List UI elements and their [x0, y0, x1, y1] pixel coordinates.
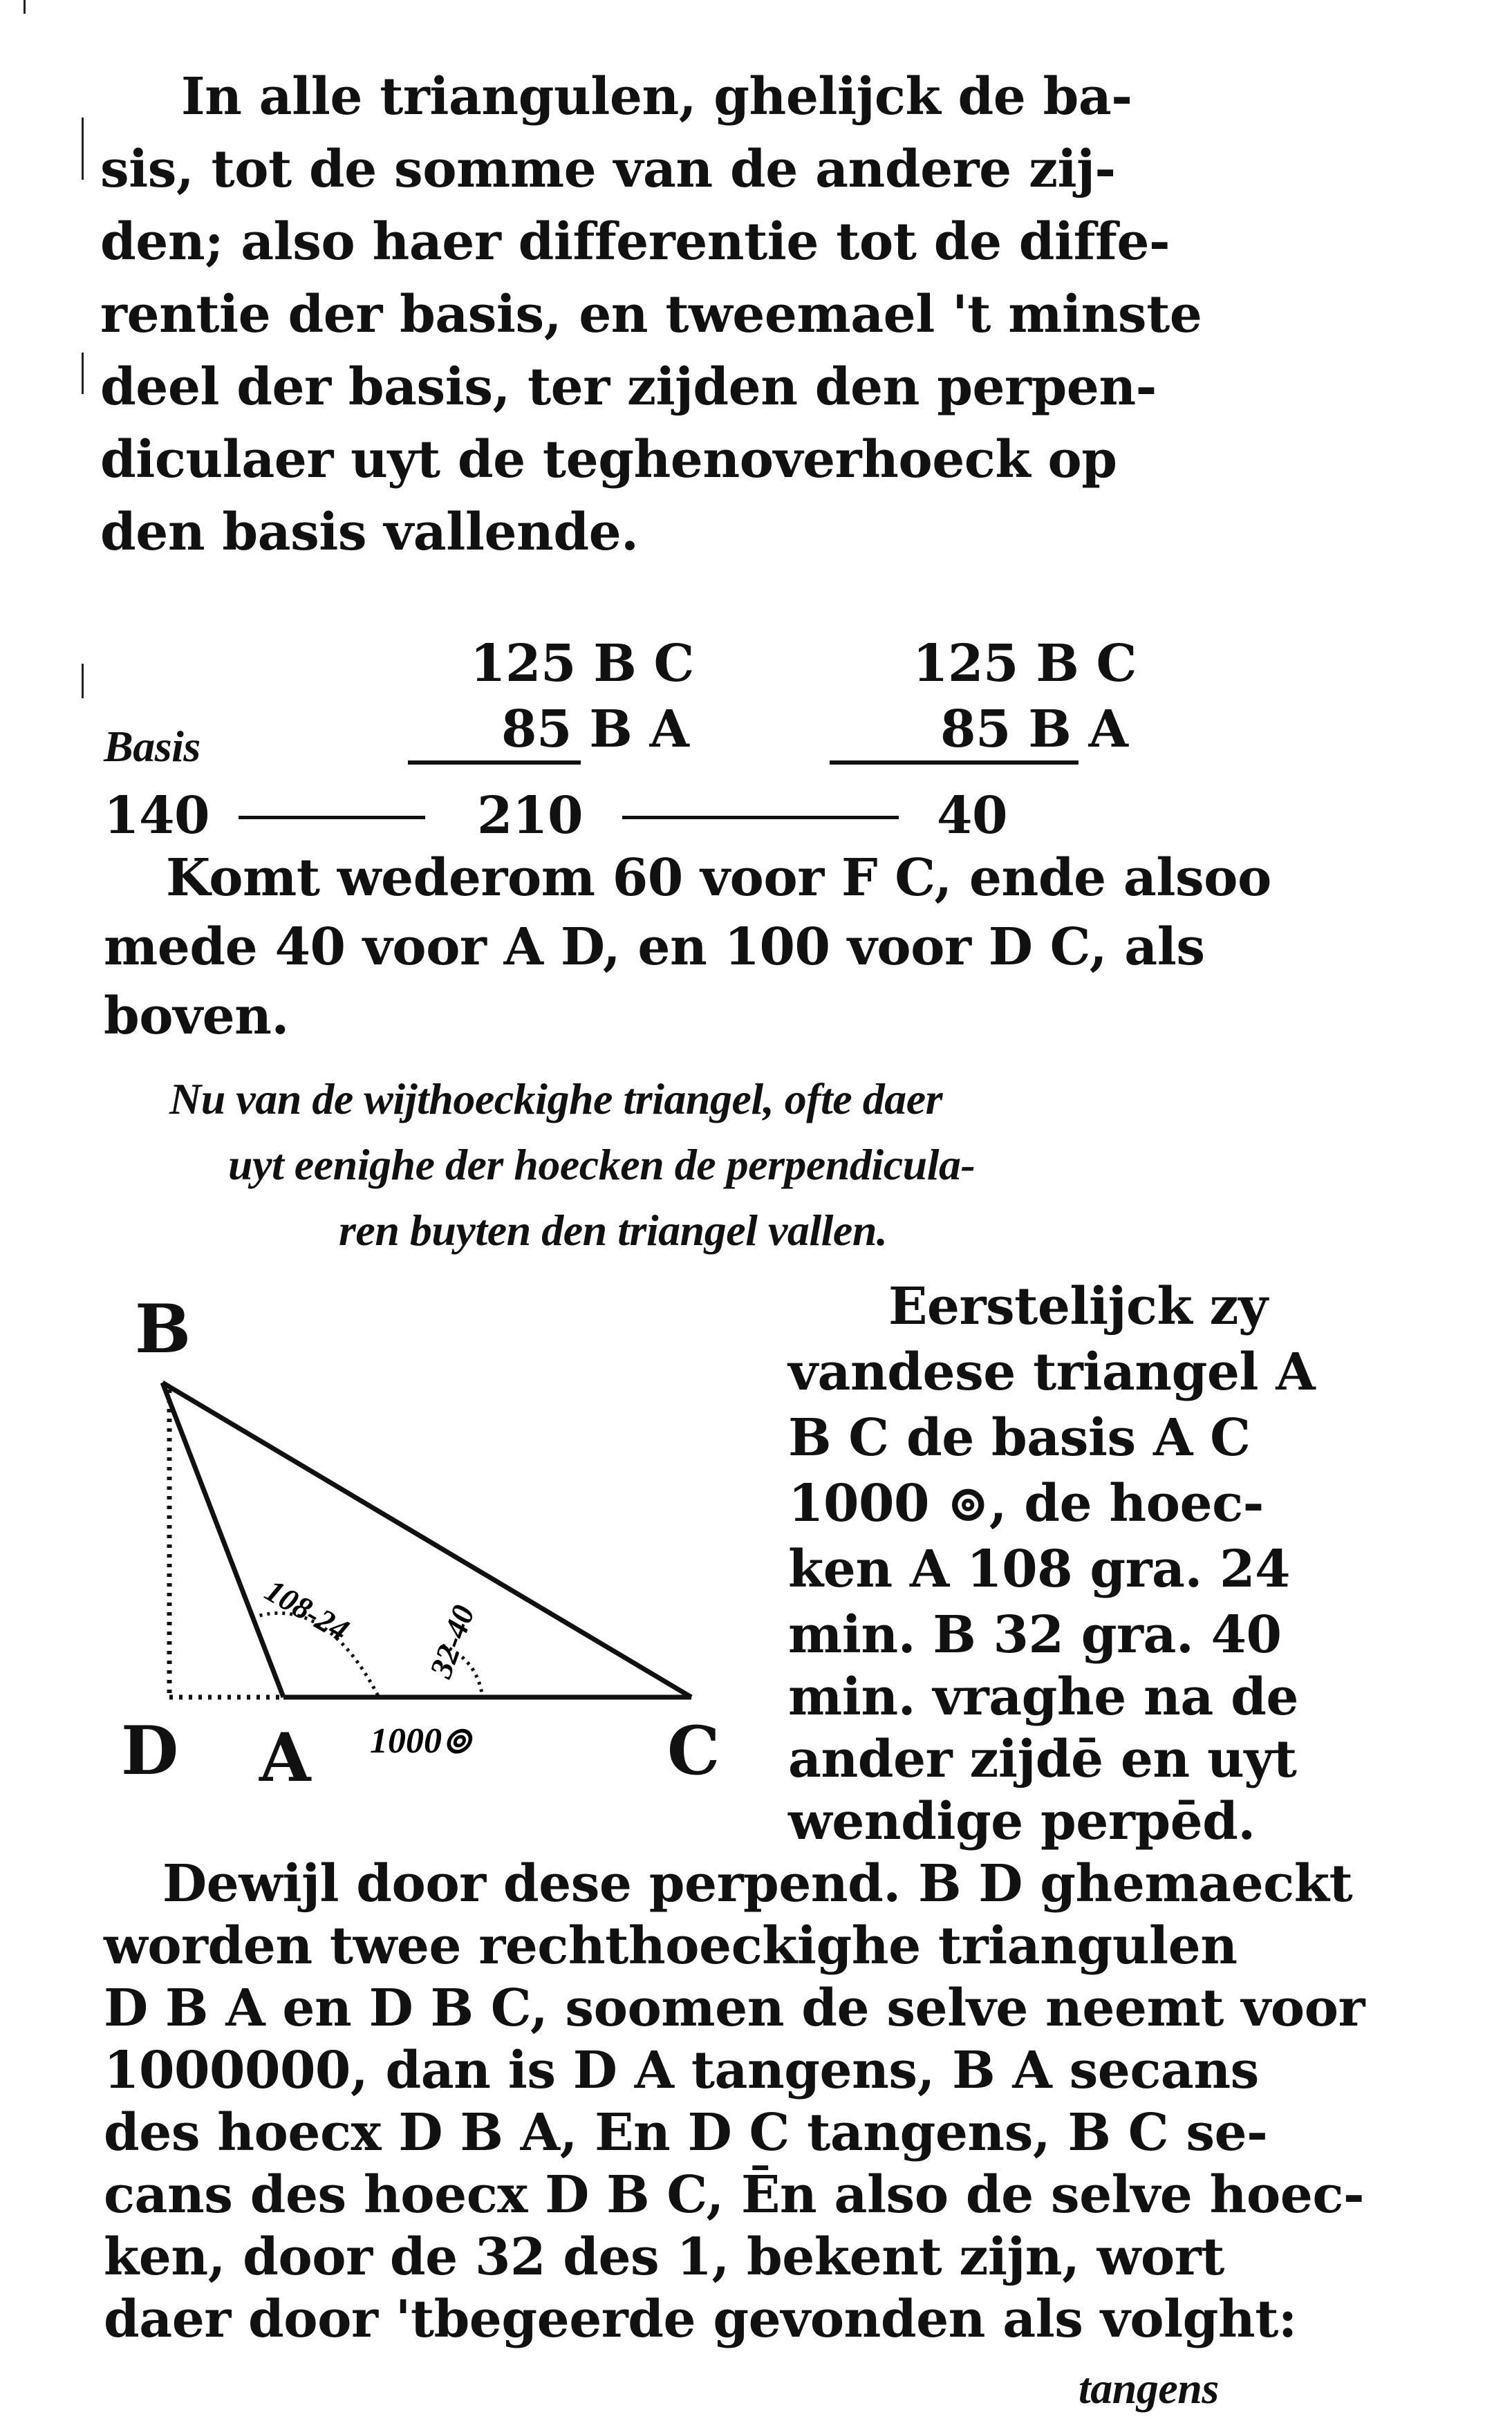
text-line: ander zijdē en uyt: [788, 1730, 1297, 1789]
text-line: worden twee rechthoeckighe triangulen: [104, 1916, 1238, 1976]
calc-value-1: 140: [104, 786, 209, 845]
margin-tick: [82, 664, 84, 698]
calc-col1-top: 125 B C: [470, 634, 694, 693]
calc-rule-1: [408, 760, 581, 765]
text-line: Eerstelijck zy: [888, 1277, 1268, 1336]
calc-col1-bottom: 85 B A: [501, 700, 689, 759]
text-line: sis, tot de somme van de andere zij-: [100, 140, 1116, 199]
text-line: den; also haer differentie tot de diffe-: [100, 212, 1170, 272]
basis-label: Basis: [104, 722, 200, 771]
text-line: min. B 32 gra. 40: [788, 1605, 1282, 1665]
text-line: D B A en D B C, soomen de selve neemt voor: [104, 1979, 1365, 2038]
calc-col2-bottom: 85 B A: [940, 700, 1128, 759]
text-line: daer door 'tbegeerde gevonden als volght:: [104, 2290, 1297, 2349]
text-line: 1000 ⊚, de hoec-: [788, 1474, 1264, 1533]
calc-value-3: 40: [937, 786, 1007, 845]
text-line: ken, door de 32 des 1, bekent zijn, wort: [104, 2227, 1224, 2287]
text-line: ken A 108 gra. 24: [788, 1540, 1291, 1599]
text-line: den basis vallende.: [100, 503, 639, 562]
text-line: Dewijl door dese perpend. B D ghemaeckt: [162, 1854, 1353, 1914]
text-line: wendige perpēd.: [788, 1792, 1256, 1851]
text-line: 1000000, dan is D A tangens, B A secans: [104, 2041, 1259, 2100]
text-line: rentie der basis, en tweemael 't minste: [100, 285, 1202, 344]
angle-label-b: 32-40: [422, 1600, 482, 1683]
base-label: 1000⊚: [370, 1721, 472, 1761]
calc-dash-2: [622, 816, 899, 819]
calc-rule-2: [830, 760, 1079, 765]
margin-tick: [82, 353, 84, 394]
figure-label-d: D: [121, 1712, 179, 1790]
margin-tick: [24, 0, 26, 14]
text-line: In alle triangulen, ghelijck de ba-: [181, 67, 1132, 127]
calc-dash-1: [239, 816, 425, 819]
figure-label-b: B: [135, 1290, 192, 1368]
text-line: Komt wederom 60 voor F C, ende alsoo: [166, 848, 1271, 908]
text-line: diculaer uyt de teghenoverhoeck op: [100, 430, 1117, 489]
text-line: boven.: [104, 987, 289, 1046]
figure-label-c: C: [667, 1712, 720, 1790]
text-line: vandese triangel A: [788, 1343, 1316, 1402]
text-line: B C de basis A C: [788, 1408, 1251, 1468]
triangle-figure: [104, 1348, 726, 1777]
margin-tick: [82, 118, 84, 180]
heading-line: uyt eenighe der hoecken de perpendicula-: [228, 1140, 976, 1189]
text-line: des hoecx D B A, En D C tangens, B C se-: [104, 2103, 1268, 2162]
text-line: deel der basis, ter zijden den perpen-: [100, 357, 1157, 417]
text-line: mede 40 voor A D, en 100 voor D C, als: [104, 917, 1205, 977]
figure-label-a: A: [259, 1719, 311, 1797]
calc-value-2: 210: [477, 786, 583, 845]
calc-col2-top: 125 B C: [913, 634, 1137, 693]
text-line: min. vraghe na de: [788, 1667, 1298, 1727]
angle-label-a: 108-24: [259, 1572, 355, 1648]
catchword: tangens: [1079, 2364, 1219, 2413]
side-bc: [162, 1383, 691, 1697]
heading-line: Nu van de wijthoeckighe triangel, ofte daer: [169, 1074, 942, 1123]
side-ba: [162, 1383, 283, 1697]
heading-line: ren buyten den triangel vallen.: [339, 1206, 888, 1255]
text-line: cans des hoecx D B C, Ēn also de selve hoec-: [104, 2165, 1365, 2225]
